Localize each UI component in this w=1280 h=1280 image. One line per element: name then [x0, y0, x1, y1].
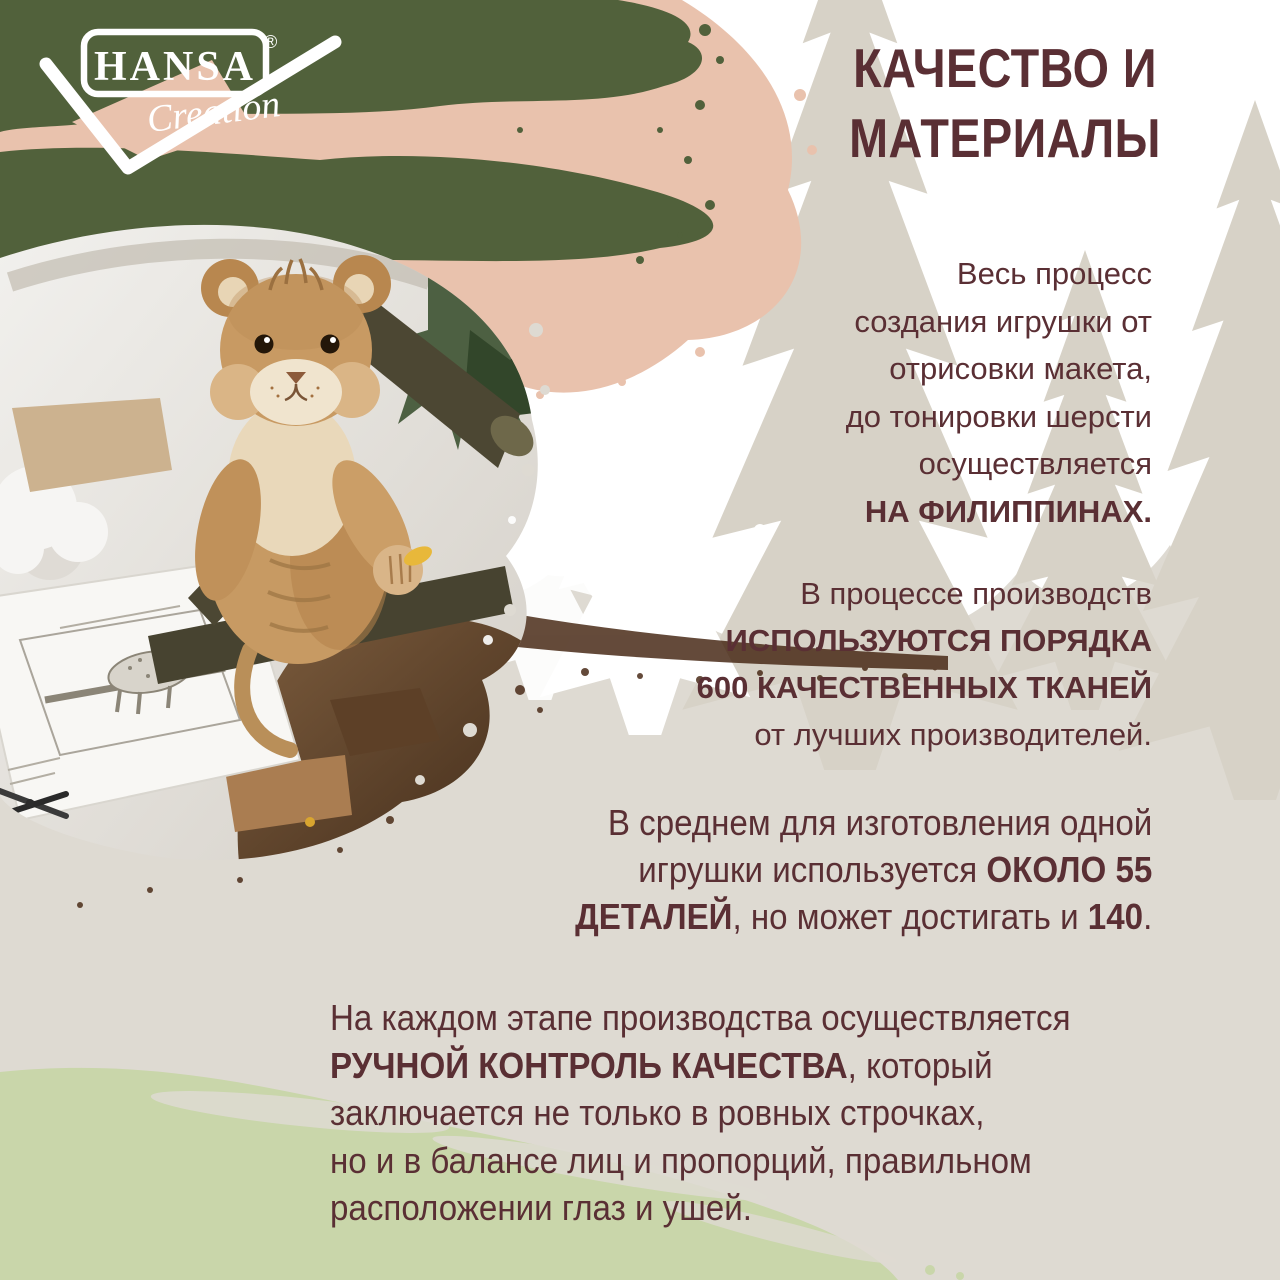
logo-registered-mark: ®: [264, 32, 278, 52]
yellow-speck: [305, 817, 315, 827]
page-title-line2: МАТЕРИАЛЫ: [849, 107, 1161, 169]
logo-text: HANSA: [93, 44, 257, 90]
page-title: [793, 33, 1218, 173]
paragraph-production-process: Весь процесс создания игрушки от отрисовки макета, до тонировки шерсти осуществляется НА ФИЛИППИНАХ.: [845, 256, 1152, 529]
paragraph-fabrics: В процессе производств ИСПОЛЬЗУЮТСЯ ПОРЯДКА 600 КАЧЕСТВЕННЫХ ТКАНЕЙ от лучших производителей.: [696, 576, 1152, 752]
paragraph-details-count: В среднем для изготовления одной игрушки используется ОКОЛО 55 ДЕТАЛЕЙ, но может достигать и 140.: [574, 802, 1152, 937]
page-title-line1: КАЧЕСТВО И: [853, 37, 1157, 99]
paragraph-quality-control: На каждом этапе производства осуществляется РУЧНОЙ КОНТРОЛЬ КАЧЕСТВА, который заключается не только в ровных строчках, но и в балансе лиц и пропорций, правильном расположении глаз и ушей.: [330, 997, 1071, 1228]
logo-subtitle: Creation: [144, 83, 283, 142]
